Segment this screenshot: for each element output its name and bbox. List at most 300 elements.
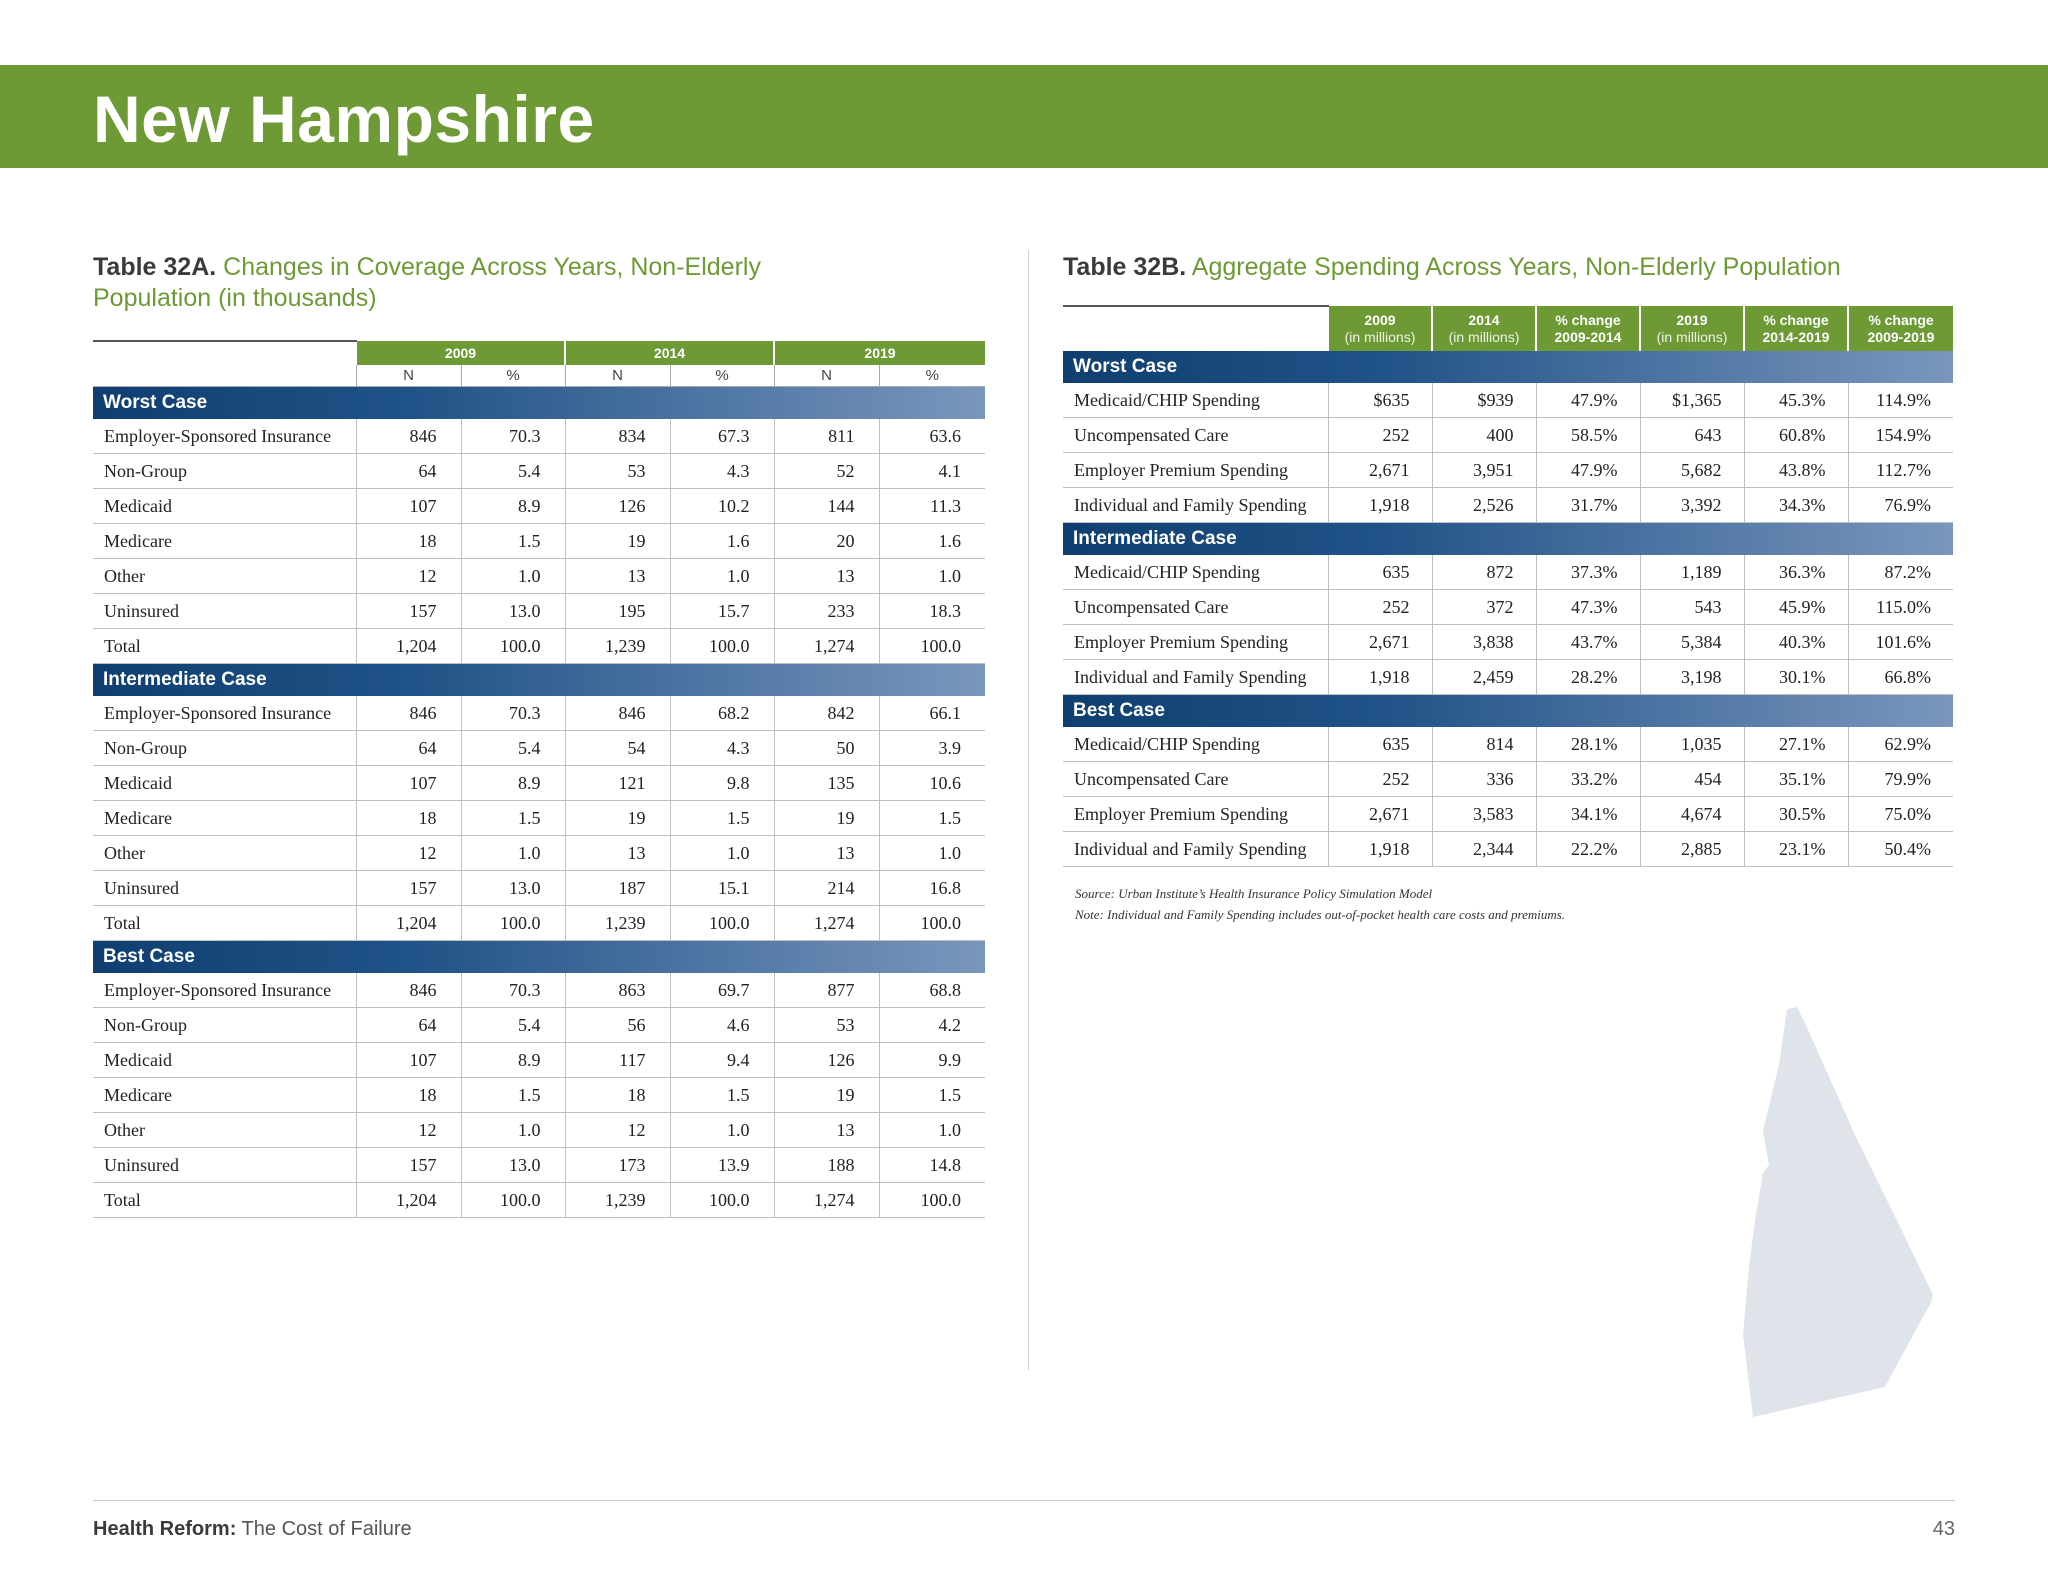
year-header: 2009 — [356, 341, 565, 365]
table-cell: 30.5% — [1744, 797, 1848, 832]
table-cell: 12 — [565, 1113, 670, 1148]
column-header-top: 2014 — [1468, 311, 1500, 328]
table-cell: 69.7 — [670, 973, 774, 1008]
table-cell: 87.2% — [1848, 555, 1953, 590]
table-row — [93, 801, 985, 836]
section-header-row — [93, 941, 985, 974]
row-label: Non-Group — [93, 731, 356, 766]
row-label: Employer-Sponsored Insurance — [93, 973, 356, 1008]
table-cell: 1,274 — [774, 629, 879, 664]
table-cell: 10.6 — [879, 766, 985, 801]
table-cell: 100.0 — [670, 1183, 774, 1218]
table-row — [1063, 727, 1953, 762]
table-cell: 4.3 — [670, 731, 774, 766]
table-cell: 135 — [774, 766, 879, 801]
table-cell: 18 — [356, 1078, 461, 1113]
table-cell: 13 — [565, 559, 670, 594]
row-label: Uninsured — [93, 594, 356, 629]
table-cell: 5.4 — [461, 454, 565, 489]
table-cell: 1,204 — [356, 906, 461, 941]
table-cell: 27.1% — [1744, 727, 1848, 762]
column-header-top: % change — [1763, 311, 1829, 328]
row-label: Employer-Sponsored Insurance — [93, 419, 356, 454]
table-cell: 543 — [1640, 590, 1744, 625]
table-cell: 4.2 — [879, 1008, 985, 1043]
section-header: Best Case — [93, 941, 985, 974]
table-cell: 43.7% — [1536, 625, 1640, 660]
table-row — [93, 731, 985, 766]
table-cell: 5,384 — [1640, 625, 1744, 660]
table-a-caption: Changes in Coverage Across Years, Non-Elderly Population (in thousands) — [93, 253, 761, 312]
table-cell: 1,239 — [565, 629, 670, 664]
table-cell: 114.9% — [1848, 383, 1953, 418]
table-cell: 126 — [565, 489, 670, 524]
table-cell: 157 — [356, 1148, 461, 1183]
table-cell: 8.9 — [461, 489, 565, 524]
table-cell: 47.9% — [1536, 453, 1640, 488]
table-cell: 1.5 — [670, 1078, 774, 1113]
table-cell: 18 — [356, 801, 461, 836]
table-cell: 157 — [356, 871, 461, 906]
row-label: Individual and Family Spending — [1063, 660, 1328, 695]
table-cell: 846 — [565, 696, 670, 731]
table-cell: 60.8% — [1744, 418, 1848, 453]
table-cell: 1.0 — [879, 559, 985, 594]
table-cell: 1.5 — [670, 801, 774, 836]
table-cell: 36.3% — [1744, 555, 1848, 590]
table-cell: 13 — [565, 836, 670, 871]
row-label: Medicare — [93, 801, 356, 836]
table-cell: 1.5 — [461, 1078, 565, 1113]
table-row — [93, 906, 985, 941]
table-cell: 101.6% — [1848, 625, 1953, 660]
table-cell: 4.6 — [670, 1008, 774, 1043]
table-cell: 10.2 — [670, 489, 774, 524]
column-header-bottom: 2009-2019 — [1867, 328, 1935, 345]
table-cell: 2,671 — [1328, 797, 1432, 832]
table-cell: 100.0 — [879, 906, 985, 941]
table-row — [1063, 660, 1953, 695]
table-cell: 811 — [774, 419, 879, 454]
table-row — [93, 559, 985, 594]
table-cell: 70.3 — [461, 419, 565, 454]
col-pct: % — [461, 365, 565, 387]
table-cell: 846 — [356, 696, 461, 731]
table-cell: 70.3 — [461, 973, 565, 1008]
row-label: Individual and Family Spending — [1063, 832, 1328, 867]
title-banner — [0, 65, 2048, 168]
row-label: Total — [93, 906, 356, 941]
table-row — [93, 836, 985, 871]
table-cell: 68.2 — [670, 696, 774, 731]
footer-title — [93, 1518, 412, 1541]
section-header-row — [1063, 695, 1953, 728]
row-label: Uncompensated Care — [1063, 590, 1328, 625]
table-cell: 64 — [356, 731, 461, 766]
column-header-bottom: (in millions) — [1344, 328, 1416, 345]
table-row — [93, 454, 985, 489]
table-cell: 2,671 — [1328, 625, 1432, 660]
table-row — [93, 419, 985, 454]
table-cell: 3,198 — [1640, 660, 1744, 695]
table-cell: 12 — [356, 559, 461, 594]
row-label: Medicare — [93, 1078, 356, 1113]
row-label: Medicaid — [93, 489, 356, 524]
table-cell: 76.9% — [1848, 488, 1953, 523]
table-cell: 454 — [1640, 762, 1744, 797]
coverage-table — [93, 340, 985, 1218]
table-cell: 8.9 — [461, 1043, 565, 1078]
table-cell: 846 — [356, 973, 461, 1008]
row-label: Medicaid — [93, 1043, 356, 1078]
table-cell: 37.3% — [1536, 555, 1640, 590]
table-cell: 3,392 — [1640, 488, 1744, 523]
row-label: Uncompensated Care — [1063, 418, 1328, 453]
year-header: 2014 — [565, 341, 774, 365]
table-cell: 16.8 — [879, 871, 985, 906]
table-cell: 372 — [1432, 590, 1536, 625]
spending-column-header — [1328, 306, 1432, 351]
column-header-top: 2009 — [1364, 311, 1396, 328]
table-cell: 13.9 — [670, 1148, 774, 1183]
table-cell: 1.0 — [670, 836, 774, 871]
table-cell: 117 — [565, 1043, 670, 1078]
spending-table — [1063, 305, 1953, 867]
row-label: Medicaid/CHIP Spending — [1063, 383, 1328, 418]
table-cell: 1,918 — [1328, 832, 1432, 867]
section-header-row — [93, 664, 985, 697]
table-cell: 31.7% — [1536, 488, 1640, 523]
table-cell: 107 — [356, 766, 461, 801]
table-row — [93, 1078, 985, 1113]
year-header: 2019 — [774, 341, 985, 365]
table-cell: 34.1% — [1536, 797, 1640, 832]
column-divider — [1028, 250, 1029, 1370]
table-cell: 13 — [774, 836, 879, 871]
footer-rest: The Cost of Failure — [236, 1518, 412, 1540]
table-cell: 18.3 — [879, 594, 985, 629]
header-blank — [93, 341, 356, 365]
table-cell: 187 — [565, 871, 670, 906]
table-cell: 100.0 — [461, 629, 565, 664]
column-header-top: % change — [1555, 311, 1621, 328]
col-pct: % — [879, 365, 985, 387]
table-b-title — [1063, 252, 1963, 283]
table-cell: 23.1% — [1744, 832, 1848, 867]
table-cell: $635 — [1328, 383, 1432, 418]
row-label: Employer Premium Spending — [1063, 625, 1328, 660]
table-cell: 877 — [774, 973, 879, 1008]
table-cell: 1.5 — [461, 801, 565, 836]
table-cell: 1.5 — [461, 524, 565, 559]
table-cell: 12 — [356, 836, 461, 871]
table-cell: 157 — [356, 594, 461, 629]
table-cell: 2,526 — [1432, 488, 1536, 523]
table-row — [93, 1183, 985, 1218]
row-label: Other — [93, 559, 356, 594]
col-n: N — [774, 365, 879, 387]
table-cell: 70.3 — [461, 696, 565, 731]
table-notes — [1075, 883, 1565, 925]
table-cell: 3,583 — [1432, 797, 1536, 832]
column-header-bottom: 2014-2019 — [1762, 328, 1830, 345]
spending-column-header — [1536, 306, 1640, 351]
table-cell: 45.3% — [1744, 383, 1848, 418]
table-cell: 154.9% — [1848, 418, 1953, 453]
table-cell: 45.9% — [1744, 590, 1848, 625]
table-cell: 1,035 — [1640, 727, 1744, 762]
table-cell: 1,189 — [1640, 555, 1744, 590]
table-cell: 50.4% — [1848, 832, 1953, 867]
table-cell: 233 — [774, 594, 879, 629]
page-number: 43 — [1932, 1518, 1955, 1540]
row-label: Medicaid/CHIP Spending — [1063, 727, 1328, 762]
table-cell: 66.8% — [1848, 660, 1953, 695]
row-label: Medicaid/CHIP Spending — [1063, 555, 1328, 590]
section-header: Best Case — [1063, 695, 1953, 728]
table-row — [1063, 762, 1953, 797]
table-cell: 834 — [565, 419, 670, 454]
spending-column-header — [1640, 306, 1744, 351]
footer-rule — [93, 1500, 1955, 1501]
column-header-bottom: (in millions) — [1656, 328, 1728, 345]
table-cell: 144 — [774, 489, 879, 524]
table-cell: 13.0 — [461, 871, 565, 906]
table-cell: 863 — [565, 973, 670, 1008]
table-row — [93, 766, 985, 801]
table-cell: 47.3% — [1536, 590, 1640, 625]
table-cell: 1.0 — [670, 1113, 774, 1148]
table-cell: 11.3 — [879, 489, 985, 524]
table-cell: 35.1% — [1744, 762, 1848, 797]
table-cell: 214 — [774, 871, 879, 906]
table-cell: 66.1 — [879, 696, 985, 731]
table-cell: 1,918 — [1328, 660, 1432, 695]
table-cell: 100.0 — [461, 906, 565, 941]
table-cell: 100.0 — [461, 1183, 565, 1218]
table-cell: 19 — [774, 801, 879, 836]
table-row — [93, 973, 985, 1008]
row-label: Medicare — [93, 524, 356, 559]
table-cell: 195 — [565, 594, 670, 629]
table-cell: 643 — [1640, 418, 1744, 453]
table-cell: 4,674 — [1640, 797, 1744, 832]
table-cell: 33.2% — [1536, 762, 1640, 797]
table-cell: 63.6 — [879, 419, 985, 454]
section-header: Intermediate Case — [93, 664, 985, 697]
table-row — [1063, 383, 1953, 418]
row-label: Uninsured — [93, 1148, 356, 1183]
section-header: Worst Case — [93, 387, 985, 420]
table-cell: 2,459 — [1432, 660, 1536, 695]
table-row — [1063, 418, 1953, 453]
table-cell: 1.0 — [461, 836, 565, 871]
row-label: Other — [93, 1113, 356, 1148]
table-cell: 9.8 — [670, 766, 774, 801]
table-cell: 52 — [774, 454, 879, 489]
table-cell: 13.0 — [461, 594, 565, 629]
table-cell: $939 — [1432, 383, 1536, 418]
col-n: N — [565, 365, 670, 387]
table-cell: 814 — [1432, 727, 1536, 762]
row-label: Other — [93, 836, 356, 871]
table-a-label: Table 32A. — [93, 253, 217, 281]
table-cell: 18 — [356, 524, 461, 559]
table-cell: 19 — [565, 801, 670, 836]
table-row — [93, 696, 985, 731]
section-header: Worst Case — [1063, 351, 1953, 383]
table-cell: 126 — [774, 1043, 879, 1078]
source-note: Source: Urban Institute’s Health Insurance Policy Simulation Model — [1075, 886, 1433, 901]
table-row — [93, 594, 985, 629]
table-cell: 1.0 — [879, 836, 985, 871]
table-row — [1063, 488, 1953, 523]
section-header-row — [93, 387, 985, 420]
column-header-top: 2019 — [1676, 311, 1708, 328]
row-label: Employer-Sponsored Insurance — [93, 696, 356, 731]
table-cell: 188 — [774, 1148, 879, 1183]
table-cell: 15.1 — [670, 871, 774, 906]
table-cell: 846 — [356, 419, 461, 454]
table-cell: 9.9 — [879, 1043, 985, 1078]
table-cell: 1.0 — [879, 1113, 985, 1148]
table-cell: 53 — [565, 454, 670, 489]
spending-column-header — [1848, 306, 1953, 351]
table-cell: 64 — [356, 454, 461, 489]
table-cell: 400 — [1432, 418, 1536, 453]
table-cell: 252 — [1328, 590, 1432, 625]
table-cell: 20 — [774, 524, 879, 559]
new-hampshire-map-icon — [1735, 1005, 1945, 1425]
table-cell: 3.9 — [879, 731, 985, 766]
table-a-title — [93, 252, 833, 314]
table-row — [93, 489, 985, 524]
table-row — [1063, 832, 1953, 867]
table-cell: 68.8 — [879, 973, 985, 1008]
table-cell: 336 — [1432, 762, 1536, 797]
table-cell: 1.6 — [879, 524, 985, 559]
table-cell: 100.0 — [670, 906, 774, 941]
row-label: Non-Group — [93, 1008, 356, 1043]
table-cell: 1,918 — [1328, 488, 1432, 523]
table-cell: 1,274 — [774, 1183, 879, 1218]
table-cell: 28.1% — [1536, 727, 1640, 762]
table-cell: 22.2% — [1536, 832, 1640, 867]
column-header-top: % change — [1868, 311, 1934, 328]
table-cell: 1,204 — [356, 1183, 461, 1218]
table-cell: 19 — [774, 1078, 879, 1113]
table-row — [1063, 590, 1953, 625]
col-n: N — [356, 365, 461, 387]
table-cell: 872 — [1432, 555, 1536, 590]
table-cell: 54 — [565, 731, 670, 766]
footer-bold: Health Reform: — [93, 1518, 237, 1540]
table-cell: 12 — [356, 1113, 461, 1148]
table-cell: 4.3 — [670, 454, 774, 489]
table-row — [93, 1148, 985, 1183]
table-cell: 100.0 — [670, 629, 774, 664]
table-cell: 1.0 — [670, 559, 774, 594]
table-row — [93, 629, 985, 664]
table-row — [93, 1113, 985, 1148]
table-cell: 1.0 — [461, 1113, 565, 1148]
table-cell: 252 — [1328, 762, 1432, 797]
table-cell: 635 — [1328, 555, 1432, 590]
table-row — [93, 1008, 985, 1043]
table-row — [1063, 555, 1953, 590]
row-label: Employer Premium Spending — [1063, 453, 1328, 488]
table-cell: 53 — [774, 1008, 879, 1043]
spending-column-header — [1432, 306, 1536, 351]
table-cell: 13 — [774, 559, 879, 594]
row-label: Medicaid — [93, 766, 356, 801]
table-cell: 47.9% — [1536, 383, 1640, 418]
spending-note: Note: Individual and Family Spending includes out-of-pocket health care costs and premiums. — [1075, 907, 1566, 922]
table-cell: 2,885 — [1640, 832, 1744, 867]
row-label: Uninsured — [93, 871, 356, 906]
table-cell: 842 — [774, 696, 879, 731]
section-header-row — [1063, 351, 1953, 383]
table-cell: 30.1% — [1744, 660, 1848, 695]
spending-header-row — [1063, 306, 1953, 351]
table-cell: 9.4 — [670, 1043, 774, 1078]
table-cell: 62.9% — [1848, 727, 1953, 762]
table-cell: 1,274 — [774, 906, 879, 941]
table-cell: 18 — [565, 1078, 670, 1113]
table-cell: 5.4 — [461, 1008, 565, 1043]
row-label: Employer Premium Spending — [1063, 797, 1328, 832]
table-cell: 1.0 — [461, 559, 565, 594]
table-cell: 1.5 — [879, 801, 985, 836]
col-pct: % — [670, 365, 774, 387]
table-cell: 1,204 — [356, 629, 461, 664]
table-cell: 56 — [565, 1008, 670, 1043]
table-cell: 13.0 — [461, 1148, 565, 1183]
table-cell: 40.3% — [1744, 625, 1848, 660]
table-row — [1063, 797, 1953, 832]
table-cell: 8.9 — [461, 766, 565, 801]
row-label: Individual and Family Spending — [1063, 488, 1328, 523]
table-cell: 58.5% — [1536, 418, 1640, 453]
table-cell: 107 — [356, 1043, 461, 1078]
table-cell: 115.0% — [1848, 590, 1953, 625]
table-cell: 34.3% — [1744, 488, 1848, 523]
table-row — [93, 524, 985, 559]
row-label: Uncompensated Care — [1063, 762, 1328, 797]
table-cell: 67.3 — [670, 419, 774, 454]
row-label: Total — [93, 629, 356, 664]
table-cell: 121 — [565, 766, 670, 801]
subheader-row — [93, 365, 985, 387]
table-row — [1063, 625, 1953, 660]
table-cell: 15.7 — [670, 594, 774, 629]
column-header-bottom: 2009-2014 — [1554, 328, 1622, 345]
table-cell: 100.0 — [879, 629, 985, 664]
spending-column-header — [1744, 306, 1848, 351]
row-label: Non-Group — [93, 454, 356, 489]
table-cell: 75.0% — [1848, 797, 1953, 832]
table-b-label: Table 32B. — [1063, 253, 1187, 281]
table-cell: 3,838 — [1432, 625, 1536, 660]
table-cell: 252 — [1328, 418, 1432, 453]
table-cell: 64 — [356, 1008, 461, 1043]
table-cell: 19 — [565, 524, 670, 559]
table-cell: 1,239 — [565, 1183, 670, 1218]
table-cell: 2,671 — [1328, 453, 1432, 488]
table-cell: $1,365 — [1640, 383, 1744, 418]
table-cell: 3,951 — [1432, 453, 1536, 488]
table-cell: 5,682 — [1640, 453, 1744, 488]
